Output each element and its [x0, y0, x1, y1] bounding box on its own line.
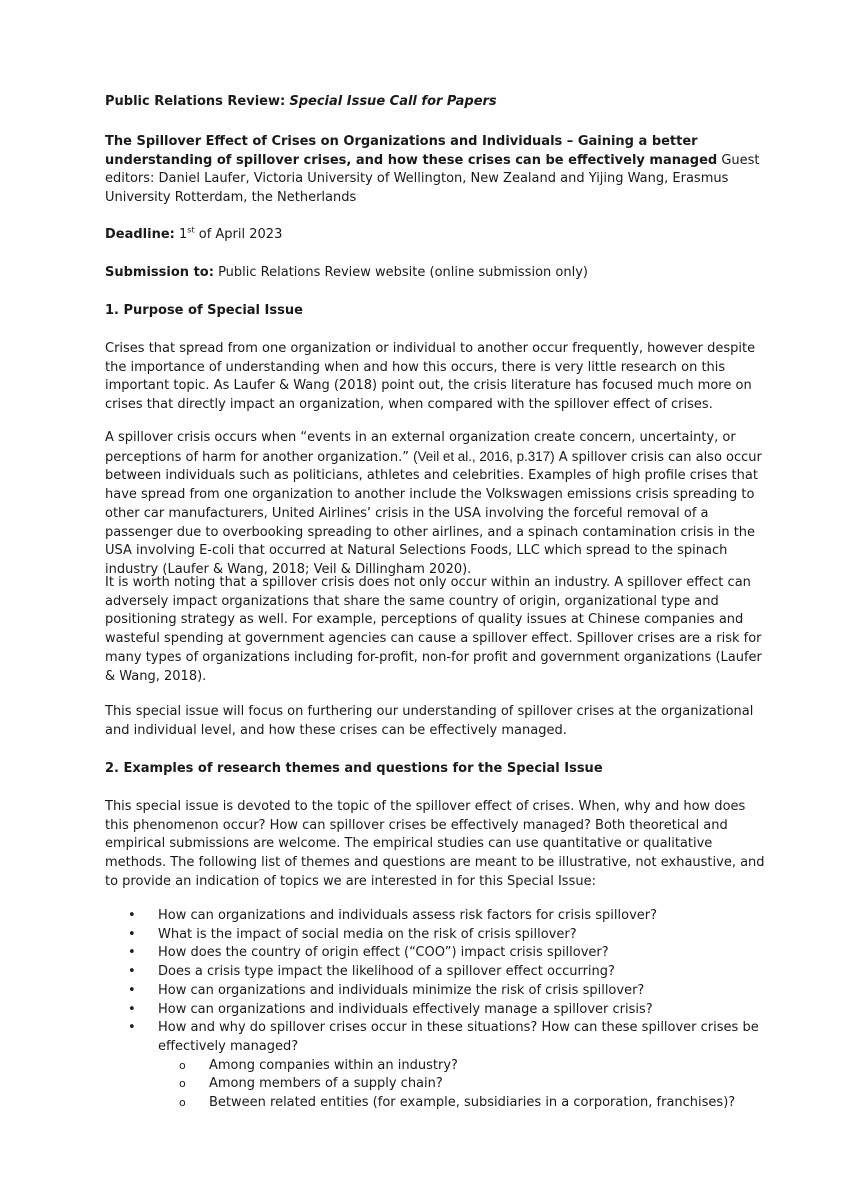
spillover-definition: A spillover crisis occurs when “events in an external organization create concern, uncertainty, or perceptions of harm for another organization.” — [105, 430, 736, 465]
section2-heading: 2. Examples of research themes and questions for the Special Issue — [105, 761, 603, 776]
section2-intro: This special issue is devoted to the topic of the spillover effect of crises. When, why and how does this phenomenon occur? How can spillover crises be effectively managed? Both theoretical and empirical submissions are welcome. The empirical studies can use quantitative or qualitative methods. The following list of themes and questions are meant to be illustrative, not exhaustive, and to provide an indication of topics we are interested in for this Special Issue: — [105, 799, 765, 889]
title-block — [105, 133, 765, 208]
sub-list-item: o Among companies within an industry? — [105, 1057, 765, 1076]
list-item: • How does the country of origin effect (“COO”) impact crisis spillover? — [105, 944, 765, 963]
bullet-icon: • — [128, 908, 136, 923]
header-line — [105, 93, 765, 112]
sub-bullet-icon: o — [179, 1096, 186, 1110]
deadline-rest: of April 2023 — [198, 227, 283, 242]
deadline-label: Deadline: — [105, 227, 175, 242]
spillover-examples: A spillover crisis can also occur between individuals such as politicians, athletes and celebrities. Examples of high profile crises that have spread from one organization to another include the Volkswagen emissions crisis spreading to other car manufacturers, United Airlines’ crisis in the USA involving the forceful removal of a passenger due to overbooking spreading to other airlines, and a spinach contamination crisis in the USA involving E-coli that occurred at Natural Selections Foods, LLC which spread to the spinach industry (Laufer & Wang, 2018; Veil & Dillingham 2020). — [105, 449, 762, 577]
bullet-icon: • — [128, 1001, 136, 1017]
deadline-line — [105, 226, 765, 245]
section1-paragraph-2 — [105, 429, 765, 580]
section1-heading: 1. Purpose of Special Issue — [105, 303, 303, 318]
bullet-icon: • — [128, 982, 136, 998]
submission-label: Submission to: — [105, 265, 214, 280]
bullet-icon: • — [128, 964, 136, 980]
submission-line — [105, 264, 765, 283]
sub-list — [158, 1057, 765, 1113]
sub-bullet-icon: o — [179, 1058, 186, 1072]
sub-bullet-icon: o — [179, 1077, 186, 1091]
bullet-icon: • — [128, 945, 136, 961]
list-item: • How and why do spillover crises occur in these situations? How can these spillover crises be effectively managed? o Among companies within an industry? o Among members of a supply chain? o Between related entities (for example, subsidiaries in a corporation, franchises)? — [105, 1019, 765, 1113]
list-item: • How can organizations and individuals minimize the risk of crisis spillover? — [105, 982, 765, 1001]
section1-paragraph-3: It is worth noting that a spillover crisis does not only occur within an industry. A spillover effect can adversely impact organizations that share the same country of origin, organizational type and positioning strategy as well. For example, perceptions of quality issues at Chinese companies and wasteful spending at government agencies can cause a spillover effect. Spillover crises are a risk for many types of organizations including for-profit, non-for profit and government organizations (Laufer & Wang, 2018). — [105, 575, 762, 684]
deadline-suffix: st — [187, 225, 195, 235]
guest-editors: Guest editors: Daniel Laufer, Victoria University of Wellington, New Zealand and Yijing Wang, Erasmus University Rotterdam, the Netherlands — [105, 152, 760, 206]
call-for-papers: Special Issue Call for Papers — [289, 94, 497, 109]
sub-list-item: o Among members of a supply chain? — [105, 1075, 765, 1094]
journal-name: Public Relations Review: — [105, 94, 286, 109]
themes-list — [105, 907, 765, 1113]
bullet-icon: • — [128, 1020, 136, 1036]
list-item: • How can organizations and individuals effectively manage a spillover crisis? — [105, 1001, 765, 1020]
bullet-icon: • — [128, 926, 136, 942]
submission-value: Public Relations Review website (online submission only) — [218, 265, 588, 280]
issue-title: The Spillover Effect of Crises on Organizations and Individuals – Gaining a better understanding of spillover crises, and how these crises can be effectively managed — [105, 134, 718, 168]
list-item: • How can organizations and individuals assess risk factors for crisis spillover? — [105, 907, 765, 926]
section1-paragraph-1: Crises that spread from one organization or individual to another occur frequently, however despite the importance of understanding when and how this occurs, there is very little research on this important topic. As Laufer & Wang (2018) point out, the crisis literature has focused much more on crises that directly impact an organization, when compared with the spillover effect of crises. — [105, 341, 756, 413]
section1-paragraph-4: This special issue will focus on furthering our understanding of spillover crises at the organizational and individual level, and how these crises can be effectively managed. — [105, 704, 754, 738]
list-item: • What is the impact of social media on the risk of crisis spillover? — [105, 926, 765, 945]
definition-citation: (Veil et al., 2016, p.317) — [413, 448, 555, 464]
deadline-day: 1 — [179, 227, 188, 242]
sub-list-item: o Between related entities (for example, subsidiaries in a corporation, franchises)? — [105, 1094, 765, 1113]
list-item: • Does a crisis type impact the likelihood of a spillover effect occurring? — [105, 963, 765, 982]
